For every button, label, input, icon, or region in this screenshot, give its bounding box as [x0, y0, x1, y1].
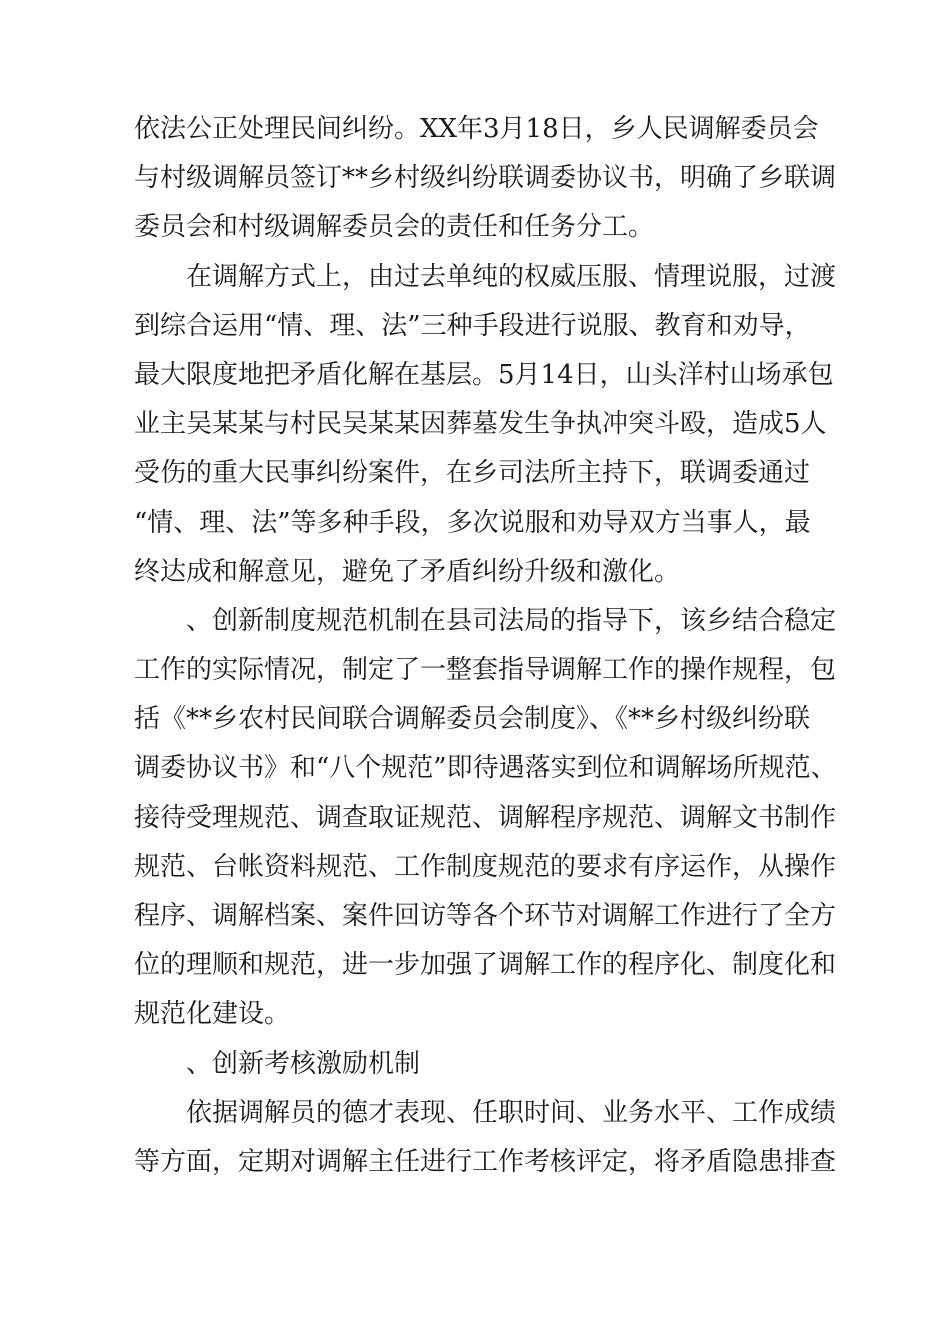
- body-text: [134, 105, 837, 1187]
- text-line: 终达成和解意见，避免了矛盾纠纷升级和激化。: [134, 556, 681, 587]
- text-line: 接待受理规范、调查取证规范、调解程序规范、调解文书制作: [134, 802, 837, 833]
- paragraph-start-line: 、创新制度规范机制在县司法局的指导下，该乡结合稳定: [186, 605, 837, 636]
- text-line: 业主吴某某与村民吴某某因葬墓发生争执冲突斗殴，造成5人: [134, 409, 827, 440]
- text-line: 规范、台帐资料规范、工作制度规范的要求有序运作，从操作: [134, 851, 837, 882]
- text-line: 到综合运用“情、理、法”三种手段进行说服、教育和劝导，: [134, 310, 811, 341]
- text-line: 受伤的重大民事纠纷案件，在乡司法所主持下，联调委通过: [134, 458, 811, 489]
- text-line: 依法公正处理民间纠纷。XX年3月18日，乡人民调解委员会: [134, 114, 819, 144]
- text-line: “情、理、法”等多种手段，多次说服和劝导双方当事人，最: [134, 507, 811, 538]
- paragraph-start-line: 在调解方式上，由过去单纯的权威压服、情理说服，过渡: [186, 261, 837, 292]
- text-line: 调委协议书》和“八个规范”即待遇落实到位和调解场所规范、: [134, 753, 837, 784]
- text-line: 工作的实际情况，制定了一整套指导调解工作的操作规程，包: [134, 655, 837, 686]
- text-line: 程序、调解档案、案件回访等各个环节对调解工作进行了全方: [134, 901, 837, 931]
- text-line: 规范化建设。: [134, 999, 291, 1030]
- text-line: 括《**乡农村民间联合调解委员会制度》、《**乡村级纠纷联: [134, 704, 811, 735]
- text-line: 等方面，定期对调解主任进行工作考核评定，将矛盾隐患排查: [134, 1146, 837, 1177]
- paragraph-start-line: 依据调解员的德才表现、任职时间、业务水平、工作成绩: [186, 1097, 837, 1128]
- text-line: 与村级调解员签订**乡村级纠纷联调委协议书，明确了乡联调: [134, 163, 837, 194]
- text-line: 最大限度地把矛盾化解在基层。5月14日，山头洋村山场承包: [134, 359, 834, 390]
- section-heading: 、创新考核激励机制: [186, 1048, 421, 1079]
- text-line: 委员会和村级调解委员会的责任和任务分工。: [134, 212, 655, 243]
- text-line: 位的理顺和规范，进一步加强了调解工作的程序化、制度化和: [134, 950, 837, 981]
